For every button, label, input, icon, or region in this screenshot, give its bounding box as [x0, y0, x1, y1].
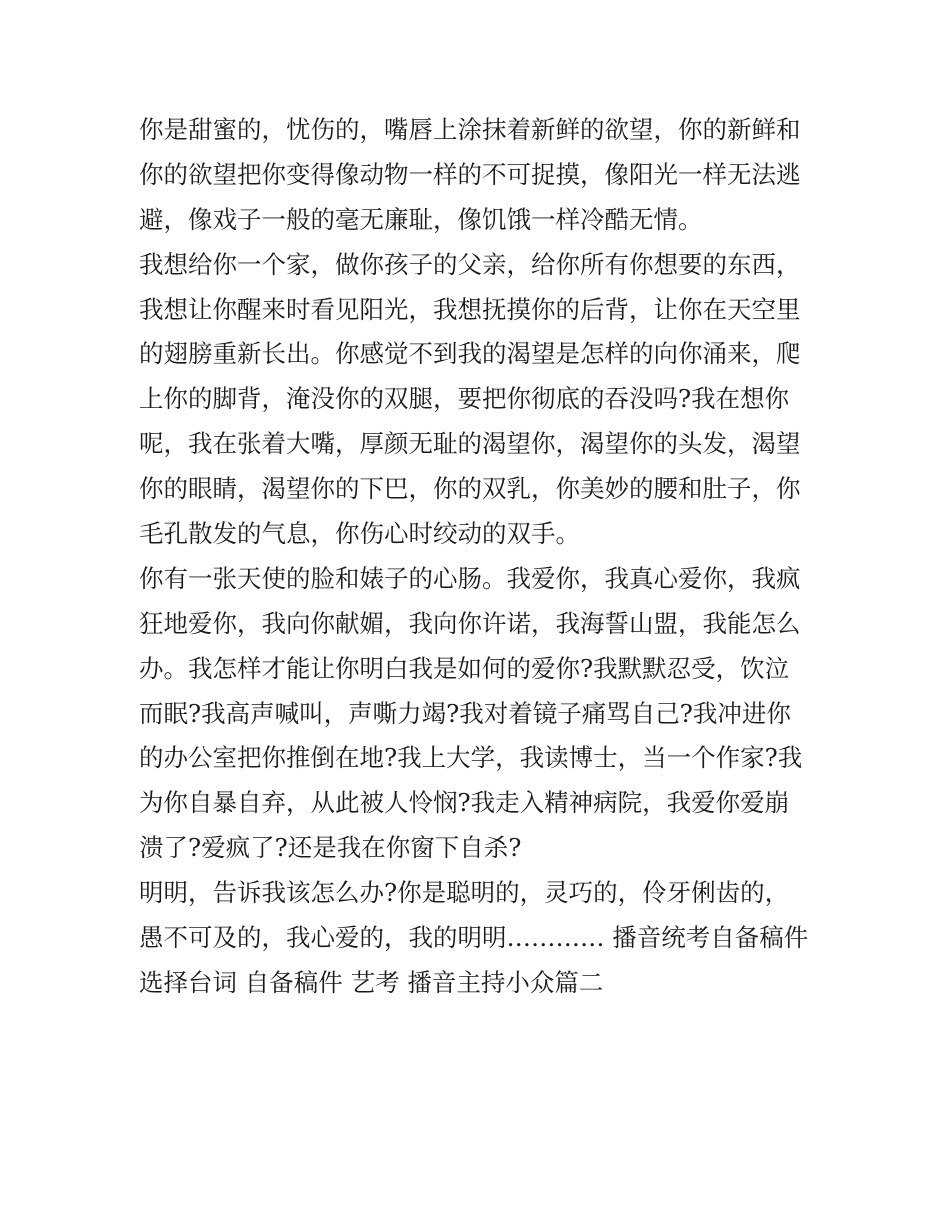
- text-line: 明明，告诉我该怎么办?你是聪明的，灵巧的，伶牙俐齿的，: [139, 878, 790, 908]
- text-line: 你的眼睛，渴望你的下巴，你的双乳，你美妙的腰和肚子，你: [139, 474, 801, 504]
- text-line: 呢，我在张着大嘴，厚颜无耻的渴望你，渴望你的头发，渴望: [139, 429, 801, 459]
- text-line: 的办公室把你推倒在地?我上大学，我读博士，当一个作家?我: [139, 743, 803, 773]
- document-body: [139, 108, 819, 1006]
- text-line: 我想让你醒来时看见阳光，我想抚摸你的后背，让你在天空里: [139, 294, 801, 324]
- text-line: 你的欲望把你变得像动物一样的不可捉摸，像阳光一样无法逃: [139, 159, 801, 189]
- text-line: 我想给你一个家，做你孩子的父亲，给你所有你想要的东西，: [139, 249, 801, 279]
- text-line: 狂地爱你，我向你献媚，我向你许诺，我海誓山盟，我能怎么: [139, 608, 801, 638]
- text-line: 避，像戏子一般的毫无廉耻，像饥饿一样冷酷无情。: [139, 204, 703, 234]
- text-line: 溃了?爱疯了?还是我在你窗下自杀?: [139, 833, 522, 863]
- text-line: 的翅膀重新长出。你感觉不到我的渴望是怎样的向你涌来，爬: [139, 339, 801, 369]
- text-line: 愚不可及的，我心爱的，我的明明………… 播音统考自备稿件: [139, 923, 809, 953]
- text-line: 而眠?我高声喊叫，声嘶力竭?我对着镜子痛骂自己?我冲进你: [139, 698, 791, 728]
- text-line: 选择台词 自备稿件 艺考 播音主持小众篇二: [139, 967, 604, 997]
- text-line: 办。我怎样才能让你明白我是如何的爱你?我默默忍受，饮泣: [139, 653, 790, 683]
- text-line: 上你的脚背，淹没你的双腿，要把你彻底的吞没吗?我在想你: [139, 384, 790, 414]
- text-line: 为你自暴自弃，从此被人怜悯?我走入精神病院，我爱你爱崩: [139, 788, 790, 818]
- text-line: 毛孔散发的气息，你伤心时绞动的双手。: [139, 519, 580, 549]
- text-line: 你是甜蜜的，忧伤的，嘴唇上涂抹着新鲜的欲望，你的新鲜和: [139, 115, 801, 144]
- text-line: 你有一张天使的脸和婊子的心肠。我爱你，我真心爱你，我疯: [139, 563, 801, 593]
